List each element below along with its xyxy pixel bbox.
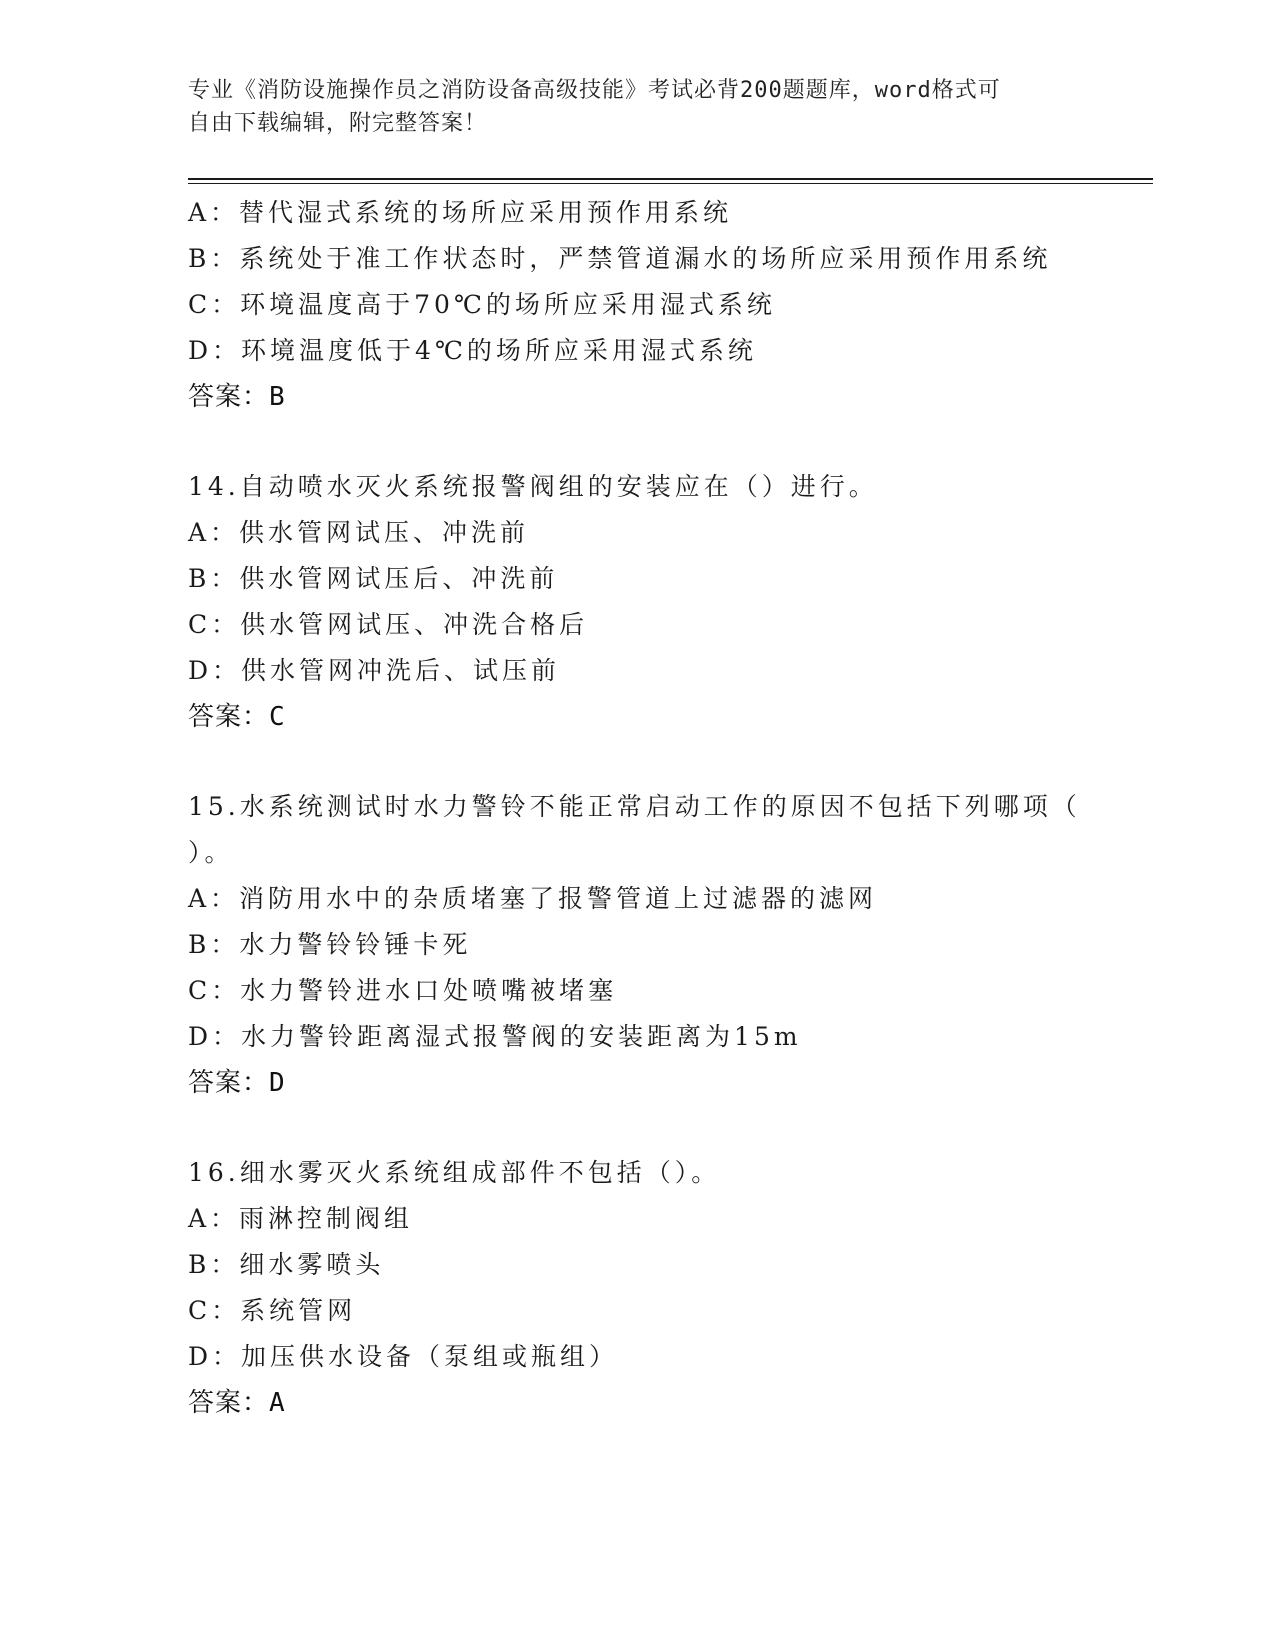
header-line-1: 专业《消防设施操作员之消防设备高级技能》考试必背200题题库，word格式可 [188,78,1001,103]
question-15-block [188,784,1108,1106]
option-b: B：水力警铃铃锤卡死 [188,930,472,959]
answer-line: 答案：D [188,1068,286,1098]
option-a: A：消防用水中的杂质堵塞了报警管道上过滤器的滤网 [188,884,878,913]
option-c: C：系统管网 [188,1296,357,1325]
question-text-line-1: 15.水系统测试时水力警铃不能正常启动工作的原因不包括下列哪项（ [188,792,1081,821]
option-a: A：替代湿式系统的场所应采用预作用系统 [188,198,733,227]
header-line-2: 自由下载编辑，附完整答案！ [188,111,488,136]
option-a: A：雨淋控制阀组 [188,1204,414,1233]
option-d: D：供水管网冲洗后、试压前 [188,656,561,685]
option-c: C：水力警铃进水口处喷嘴被堵塞 [188,976,618,1005]
question-list [188,190,1108,1426]
option-b: B：细水雾喷头 [188,1250,385,1279]
question-text-line-2: ）。 [188,838,234,867]
question-text: 16.细水雾灭火系统组成部件不包括（）。 [188,1158,721,1187]
header-rule-thick [188,178,1153,180]
page-header [188,74,1068,140]
option-b: B：供水管网试压后、冲洗前 [188,564,559,593]
option-d: D：环境温度低于4℃的场所应采用湿式系统 [188,336,757,365]
option-d: D：加压供水设备（泵组或瓶组） [188,1342,619,1371]
answer-line: 答案：A [188,1388,286,1418]
option-c: C：供水管网试压、冲洗合格后 [188,610,589,639]
question-14-block [188,464,1108,740]
option-d: D：水力警铃距离湿式报警阀的安装距离为15m [188,1022,802,1051]
answer-line: 答案：B [188,382,286,412]
question-16-block [188,1150,1108,1426]
option-a: A：供水管网试压、冲洗前 [188,518,530,547]
header-rule-thin [188,183,1153,184]
question-text: 14.自动喷水灭火系统报警阀组的安装应在（）进行。 [188,472,878,501]
answer-line: 答案：C [188,702,286,732]
option-b: B：系统处于准工作状态时，严禁管道漏水的场所应采用预作用系统 [188,244,1052,273]
question-13-block [188,190,1108,420]
option-c: C：环境温度高于70℃的场所应采用湿式系统 [188,290,776,319]
